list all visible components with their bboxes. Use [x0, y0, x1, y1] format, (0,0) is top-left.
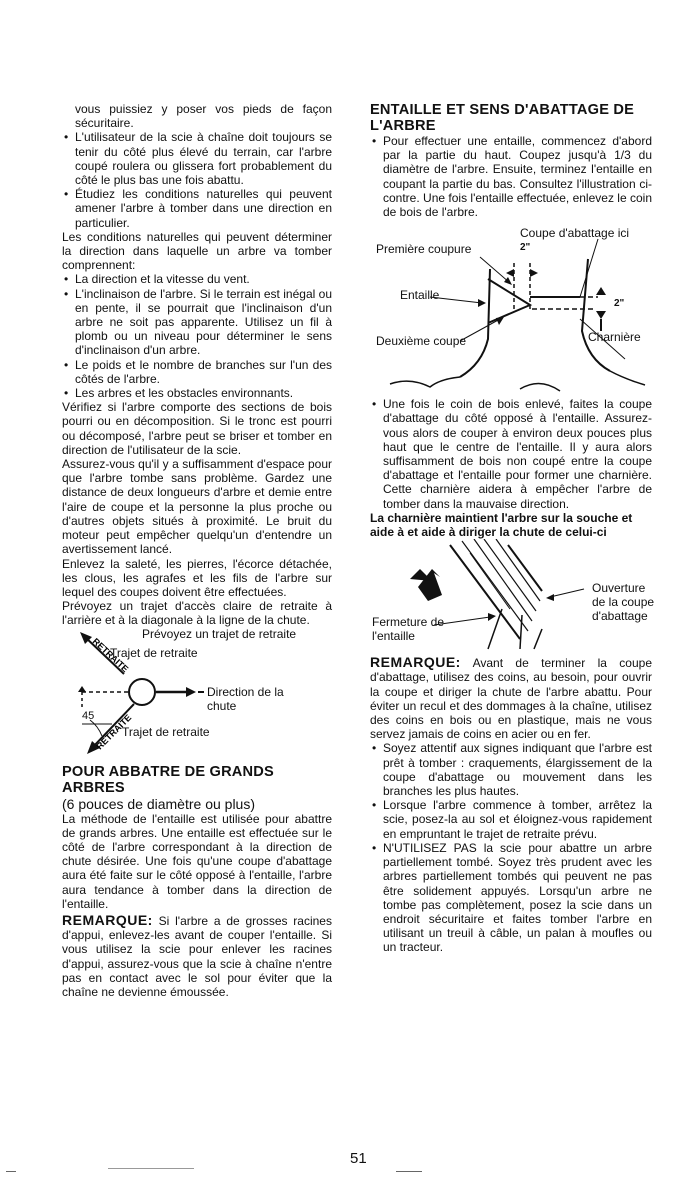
page-number: 51	[350, 1150, 367, 1167]
subheading-diameter: (6 pouces de diamètre ou plus)	[62, 795, 255, 812]
angle-label: 45	[82, 709, 95, 722]
list-item: • L'utilisateur de la scie à chaîne doit toujours se tenir du côté plus élevé du terrain, car l'arbre coupé roulera ou glissera fort probablement du côté le plus bas une fois abattu.	[62, 130, 332, 187]
paragraph-remark-right	[370, 655, 652, 741]
retreat-arrow-label-bottom: RETRAITE	[94, 712, 134, 751]
heading-large-trees: POUR ABBATRE DE GRANDS ARBRES	[62, 763, 274, 796]
paragraph-remark	[62, 913, 332, 999]
footer-rule-middle	[108, 1168, 194, 1169]
list-item: • Le poids et le nombre de branches sur l'un des côtés de l'arbre.	[62, 358, 332, 386]
footer-rule-right	[396, 1171, 422, 1172]
bullet-list-conditions	[62, 272, 332, 400]
hinge-figure	[370, 539, 655, 651]
paragraph-clear: Enlevez la saleté, les pierres, l'écorce détachée, les clous, les agrafes et les fils de l'arbre sur lequel des coupes doivent être effectuées.	[62, 556, 332, 599]
list-item: • Une fois le coin de bois enlevé, faites la coupe d'abattage du côté opposé à l'entaille. Assurez-vous alors de couper à environ deux pouces plus haut que le centre de l'entaille. Il y aura alors suffisamment de bois non coupé entre la coupe d'abattage et l'entaille pour former une charnière. Cette charnière aidera à empêcher l'arbre de tomber dans la mauvaise direction.	[370, 397, 652, 511]
notch-label: Entaille	[400, 288, 440, 303]
bullet-list-safety	[62, 130, 332, 229]
remark-label: REMARQUE:	[62, 911, 153, 928]
remark-text-right: Avant de terminer la coupe d'abattage, utilisez des coins, au besoin, pour ouvrir la coupe et diriger la chute de l'arbre abattu. Pour éviter un recul et des dommages à la chaîne, utilisez des coins en bois ou en plastique, mais ne vous servez jamais de coins en acier ou en fer.	[370, 656, 653, 742]
retreat-arrow-label-top: RETRAITE	[90, 635, 131, 674]
left-column	[62, 102, 332, 999]
intro-continuation: vous puissiez y poser vos pieds de façon sécuritaire.	[75, 102, 332, 131]
fall-direction-label	[207, 685, 297, 713]
list-item: • La direction et la vitesse du vent.	[62, 272, 332, 286]
right-dimension-label: 2"	[614, 298, 625, 310]
retreat-path-bottom-label: Trajet de retraite	[122, 724, 210, 739]
plan-retreat-label: Prévoyez un trajet de retraite	[142, 626, 297, 641]
paragraph-rot: Vérifiez si l'arbre comporte des sections de bois pourri ou en décomposition. Si le tronc est pourri ou décomposé, l'arbre peut se briser et tomber en direction de l'utilisateur de la scie.	[62, 400, 332, 457]
notch-closing-label: Fermeture de l'entaille	[372, 615, 445, 644]
paragraph-space: Assurez-vous qu'il y a suffisamment d'espace pour que l'arbre tombe sans problème. Gardez une distance de deux longueurs d'arbre et demie entre l'aire de coupe et la personne la plus proche ou d'autres objets situés à proximité. Le bruit du moteur peut empêcher quelqu'un d'entendre un avertissement lancé.	[62, 457, 332, 557]
felling-cut-label: Coupe d'abattage ici	[520, 226, 630, 241]
list-item: • Étudiez les conditions naturelles qui peuvent amener l'arbre à tomber dans une direction en particulier.	[62, 187, 332, 230]
heading-notch: ENTAILLE ET SENS D'ABATTAGE DE L'ARBRE	[370, 102, 635, 134]
remark-text: Si l'arbre a de grosses racines d'appui, enlevez-les avant de couper l'entaille. Si vous utilisez la scie pour enlever les racines d'appui, assurez-vous que la scie à chaîne n'entre pas en contact avec le sol pour éviter que la chaîne ne devienne émoussée.	[62, 913, 332, 999]
paragraph-conditions: Les conditions naturelles qui peuvent déterminer la direction dans laquelle un arbre va tomber comprennent:	[62, 229, 332, 273]
retreat-path-figure	[62, 628, 332, 758]
remark-label-right: REMARQUE:	[370, 654, 461, 671]
list-item: • Pour effectuer une entaille, commencez d'abord par la partie du haut. Coupez jusqu'à 1/3 du diamètre de l'arbre. Ensuite, terminez l'entaille en coupant la partie du bas. Consultez l'illustration ci-contre. Une fois l'entaille effectuée, enlevez le coin de bois de l'arbre.	[370, 134, 652, 219]
notch-figure	[370, 219, 652, 397]
list-item: • Lorsque l'arbre commence à tomber, arrêtez la scie, posez-la au sol et éloignez-vous rapidement en empruntant le trajet de retraite prévu.	[370, 798, 652, 841]
list-item: • Soyez attentif aux signes indiquant que l'arbre est prêt à tomber : craquements, élargissement de la coupe d'abattage ou mouvement dans les branches les plus hautes.	[370, 741, 652, 798]
list-item: • N'UTILISEZ PAS la scie pour abattre un arbre partiellement tombé. Soyez très prudent avec les arbres partiellement tombés qui peuvent ne pas être solidement appuyés. Lorsqu'un arbre ne tombe pas complètement, posez la scie dans un endroit sécuritaire et faites tomber l'arbre en utilisant un treuil à câble, un palan à moufles ou un tracteur.	[370, 841, 652, 955]
fall-direction-text: Direction de la chute	[207, 684, 284, 713]
second-cut-label: Deuxième coupe	[376, 334, 467, 349]
hinge-caption: La charnière maintient l'arbre sur la souche et aide à et aide à diriger la chute de celui-ci	[370, 510, 633, 540]
bullet-list-felling	[370, 397, 652, 511]
retreat-path-top-label: Trajet de retraite	[110, 645, 198, 660]
first-cut-label: Première coupure	[376, 242, 472, 257]
list-item: • L'inclinaison de l'arbre. Si le terrain est inégal ou en pente, il se pourrait que l'inclinaison d'un arbre ne soit pas apparente. Utilisez un fil à plomb ou un niveau pour déterminer le sens d'inclinaison d'un arbre.	[62, 287, 332, 358]
footer-rule-left	[6, 1171, 16, 1172]
bullet-list-falling	[370, 741, 652, 954]
list-item: • Les arbres et les obstacles environnants.	[62, 386, 332, 400]
paragraph-retreat: Prévoyez un trajet d'accès claire de retraite à l'arrière et à la diagonale à la ligne de la chute.	[62, 599, 332, 628]
felling-opening-label: Ouverture de la coupe d'abattage	[592, 581, 655, 624]
right-column	[370, 102, 655, 955]
paragraph-method: La méthode de l'entaille est utilisée pour abattre de grands arbres. Une entaille est effectuée sur le côté de l'arbre correspondant à la direction de chute désirée. Une fois qu'une coupe d'abattage aura été faite sur le côté opposé à l'entaille, l'arbre aura tendance à tomber dans la direction de l'entaille.	[62, 811, 332, 911]
hinge-label: Charnière	[588, 330, 641, 345]
top-dimension-label: 2"	[520, 242, 531, 254]
bullet-list-notch	[370, 134, 652, 219]
